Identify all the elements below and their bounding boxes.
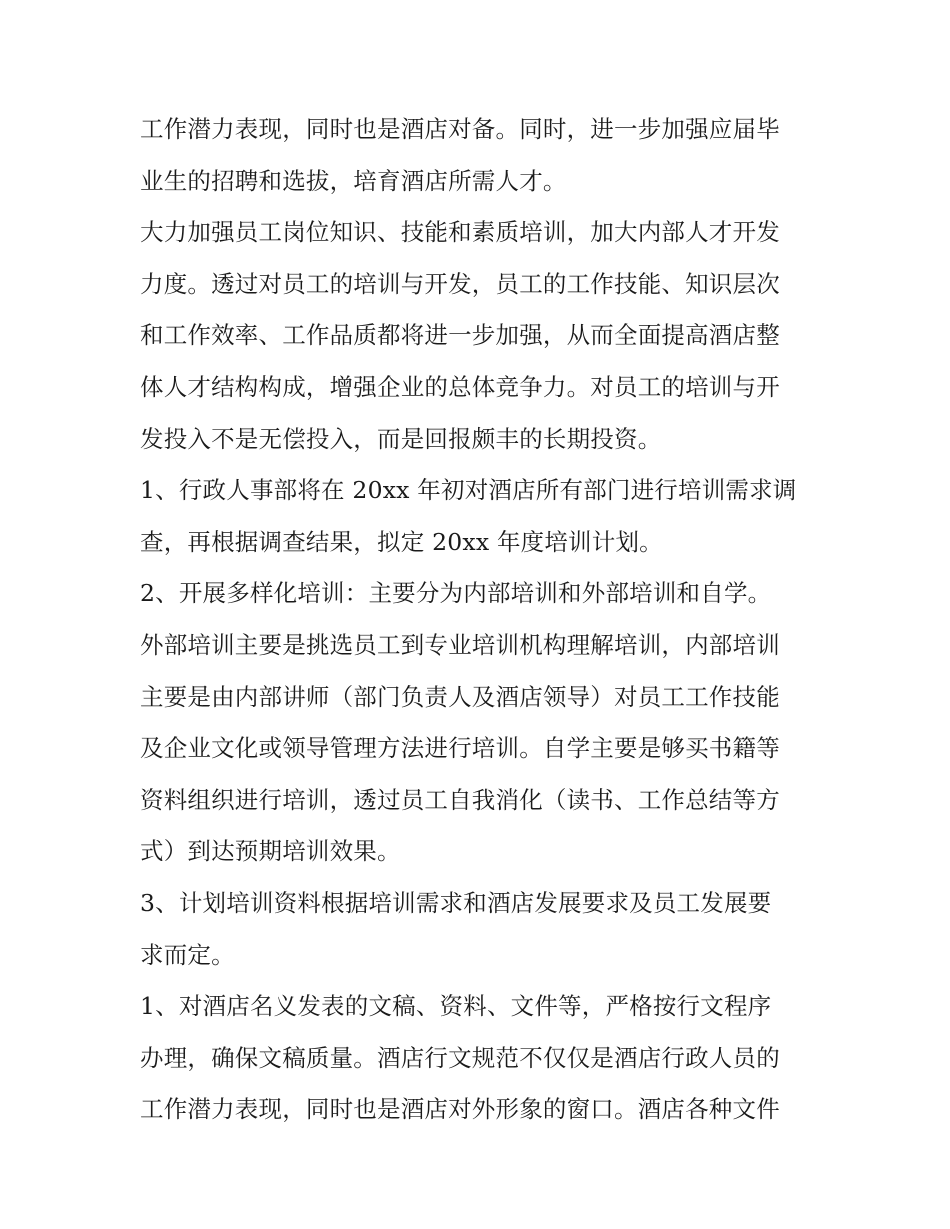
text-line: 业生的招聘和选拔，培育酒店所需人才。 (140, 166, 567, 195)
text-line: 大力加强员工岗位知识、技能和素质培训，加大内部人才开发 (140, 218, 780, 247)
text-line: 主要是由内部讲师（部门负责人及酒店领导）对员工工作技能 (140, 682, 780, 711)
text-line: 查，再根据调查结果，拟定 20xx 年度培训计划。 (140, 527, 663, 556)
text-line: 工作潜力表现，同时也是酒店对备。同时，进一步加强应届毕 (140, 115, 780, 143)
text-line: 求而定。 (140, 940, 235, 969)
text-line: 体人才结构构成，增强企业的总体竞争力。对员工的培训与开 (140, 372, 780, 401)
text-line: 2、开展多样化培训：主要分为内部培训和外部培训和自学。 (140, 579, 772, 608)
text-line: 3、计划培训资料根据培训需求和酒店发展要求及员工发展要 (140, 888, 772, 917)
text-line: 资料组织进行培训，透过员工自我消化（读书、工作总结等方 (140, 785, 780, 814)
text-line: 1、行政人事部将在 20xx 年初对酒店所有部门进行培训需求调 (140, 476, 797, 505)
text-line: 发投入不是无偿投入，而是回报颇丰的长期投资。 (140, 424, 662, 453)
text-line: 和工作效率、工作品质都将进一步加强，从而全面提高酒店整 (140, 321, 780, 350)
text-line: 1、对酒店名义发表的文稿、资料、文件等，严格按行文程序 (140, 992, 772, 1021)
document-body (140, 104, 820, 1136)
text-line: 力度。透过对员工的培训与开发，员工的工作技能、知识层次 (140, 269, 780, 298)
text-line: 办理，确保文稿质量。酒店行文规范不仅仅是酒店行政人员的 (140, 1043, 780, 1072)
text-line: 外部培训主要是挑选员工到专业培训机构理解培训，内部培训 (140, 630, 780, 659)
text-line: 工作潜力表现，同时也是酒店对外形象的窗口。酒店各种文件 (140, 1095, 780, 1124)
text-line: 及企业文化或领导管理方法进行培训。自学主要是够买书籍等 (140, 734, 780, 763)
text-line: 式）到达预期培训效果。 (140, 837, 401, 866)
